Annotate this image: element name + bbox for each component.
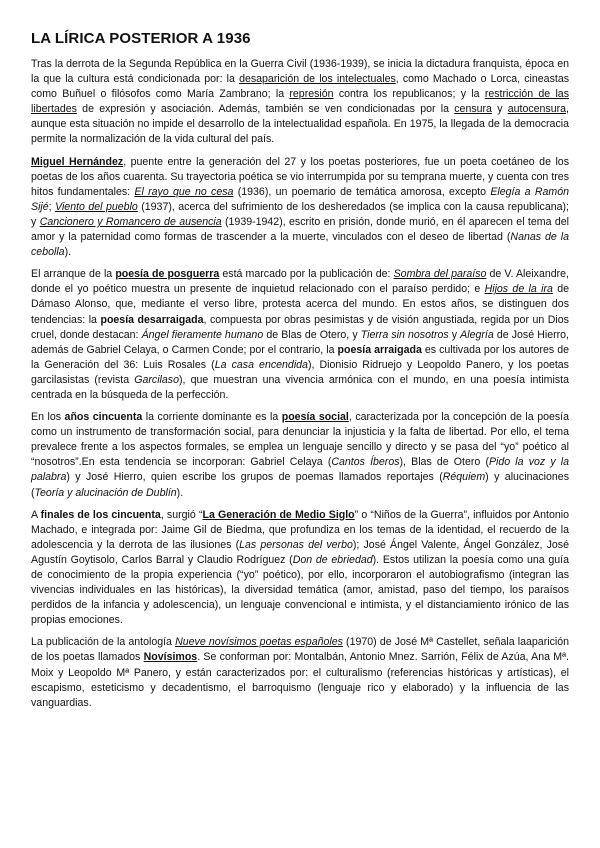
work-title: Nanas de la cebolla bbox=[31, 231, 569, 259]
key-term: años cincuenta bbox=[64, 411, 143, 424]
author-name: Miguel Hernández bbox=[31, 155, 124, 168]
work-title: Tierra sin nosotros bbox=[360, 328, 449, 341]
key-term: poesía de posguerra bbox=[115, 268, 220, 281]
key-term: represión bbox=[289, 88, 334, 101]
work-title: Nueve novísimos poetas españoles bbox=[175, 636, 343, 649]
work-title: El rayo que no cesa bbox=[134, 185, 234, 198]
work-title: Don de ebriedad bbox=[292, 553, 373, 566]
key-term: poesía social bbox=[281, 411, 349, 424]
work-title: Cantos Íberos bbox=[331, 456, 400, 469]
paragraph-novisimos: La publicación de la antología Nueve novísimos poetas españoles (1970) de José Mª Castellet, señala laaparición de los poetas llamados Novísimos. Se conforman por: Montalbán, Antonio Mnez. Sarrión, Félix de Azúa, Ana Mª. Moix y Leopoldo Mª Panero, y están caracterizados por: el culturalismo (referencias históricas y artísticas), el escapismo, esteticismo y decadentismo, el barroquismo (lenguaje rico y elaborado) y la influencia de las vanguardias. bbox=[31, 636, 570, 709]
work-title: Réquiem bbox=[442, 471, 486, 484]
paragraph-posguerra: El arranque de la poesía de posguerra está marcado por la publicación de: Sombra del paraíso de V. Aleixandre, donde el yo poético muestra un presente de inquietud relacionado con el paraíso perdido; e Hijos de la ira de Dámaso Alonso, que, mediante el verso libre, protesta acerca del mundo. En estos años, se distinguen dos tendencias: la poesía desarraigada, compuesta por obras pesimistas y de visión angustiada, regida por un Dios cruel, donde destacan: Ángel fieramente humano de Blas de Otero, y Tierra sin nosotros y Alegría de José Hierro, además de Gabriel Celaya, o Carmen Conde; por el contrario, la poesía arraigada es cultivada por los autores de la Generación del 36: Luis Rosales (La casa encendida), Dionisio Ridruejo y Leopoldo Panero, y los poetas garcilasistas (revista Garcilaso), que muestran una vivencia armónica con el mundo, en una poesía intimista centrada en la búsqueda de la perfección. bbox=[31, 268, 569, 401]
key-term: La Generación de Medio Siglo bbox=[202, 508, 355, 521]
key-term: poesía desarraigada bbox=[100, 313, 204, 326]
key-term: Novísimos bbox=[143, 651, 198, 664]
work-title: Pido la voz y la palabra bbox=[31, 456, 569, 484]
key-term: desaparición de los intelectuales bbox=[239, 73, 396, 86]
paragraph-medio-siglo: A finales de los cincuenta, surgió “La Generación de Medio Siglo” o “Niños de la Guerra”, influidos por Antonio Machado, e integrada por: Jaime Gil de Biedma, que profundiza en los temas de la identidad, el recuerdo de la adolescencia y la derrota de las ilusiones (Las personas del verbo); José Ángel Valente, Ángel González, José Agustín Goytisolo, Carlos Barral y Claudio Rodríguez (Don de ebriedad). Estos utilizan la poesía como una guía de conocimiento de la propia experiencia (“yo” poético), por ello, incorporaron el autobiografismo (integran las vivencias individuales en las históricas), la diversidad temática (amor, amistad, paso del tiempo, los paraísos perdidos de la infancia y adolescencia), un lenguaje convencional e intimista, y el distanciamiento irónico de las propias emociones. bbox=[31, 508, 570, 627]
key-term: poesía arraigada bbox=[337, 343, 422, 356]
work-title: Elegía a Ramón Sijé bbox=[31, 185, 570, 213]
key-term: autocensura bbox=[507, 103, 567, 116]
work-title: Teoría y alucinación de Dublín bbox=[34, 486, 177, 499]
work-title: Viento del pueblo bbox=[55, 200, 138, 213]
work-title: Cancionero y Romancero de ausencia bbox=[39, 215, 222, 228]
work-title: Ángel fieramente humano bbox=[141, 328, 264, 341]
work-title: Las personas del verbo bbox=[239, 538, 353, 551]
document-page bbox=[31, 30, 569, 718]
work-title: Alegría bbox=[460, 328, 494, 341]
paragraph-anos-cincuenta: En los años cincuenta la corriente dominante es la poesía social, caracterizada por la concepción de la poesía como un instrumento de transformación social, para denunciar la injusticia y la falta de libertad. Por ello, el tema prevalece frente a los aspectos formales, se emplea un lenguaje sencillo y directo y se pasa del “yo” poético al “nosotros”.En esta tendencia se incorporan: Gabriel Celaya (Cantos Íberos), Blas de Otero (Pido la voz y la palabra) y José Hierro, quien escribe los grupos de poemas llamados reportajes (Réquiem) y alucinaciones (Teoría y alucinación de Dublín). bbox=[31, 411, 570, 499]
work-title: Hijos de la ira bbox=[484, 283, 553, 296]
paragraph-historical-context: Tras la derrota de la Segunda República en la Guerra Civil (1936-1939), se inicia la dictadura franquista, época en la que la cultura está condicionada por: la desaparición de los intelectuales, como Machado o Lorca, cineastas como Buñuel o filósofos como María Zambrano; la represión contra los republicanos; y la restricción de las libertades de expresión y asociación. Además, también se ven condicionadas por la censura y autocensura, aunque esta situación no impide el desarrollo de la intelectualidad española. En 1975, la llegada de la democracia permite la normalización de la vida cultural del país. bbox=[31, 58, 570, 146]
key-term: restricción de las libertades bbox=[31, 88, 569, 116]
paragraph-miguel-hernandez: Miguel Hernández, puente entre la generación del 27 y los poetas posteriores, fue un poeta coetáneo de los poetas de los años cuarenta. Su trayectoria poética se vio interrumpida por su temprana muerte, y cuenta con tres hitos fundamentales: El rayo que no cesa (1936), un poemario de temática amorosa, excepto Elegía a Ramón Sijé; Viento del pueblo (1937), acerca del sufrimiento de los desheredados (se implica con la causa republicana); y Cancionero y Romancero de ausencia (1939-1942), escrito en prisión, donde murió, en él aparecen el tema del amor y la paternidad como formas de trascender a la muerte, vinculados con el deseo de libertad (Nanas de la cebolla). bbox=[31, 155, 570, 259]
work-title: Sombra del paraíso bbox=[393, 268, 487, 281]
page-title: LA LÍRICA POSTERIOR A 1936 bbox=[31, 30, 251, 47]
work-title: Garcilaso bbox=[134, 373, 179, 386]
key-term: censura bbox=[454, 103, 492, 116]
work-title: La casa encendida bbox=[214, 358, 308, 371]
key-term: finales de los cincuenta bbox=[40, 508, 161, 521]
